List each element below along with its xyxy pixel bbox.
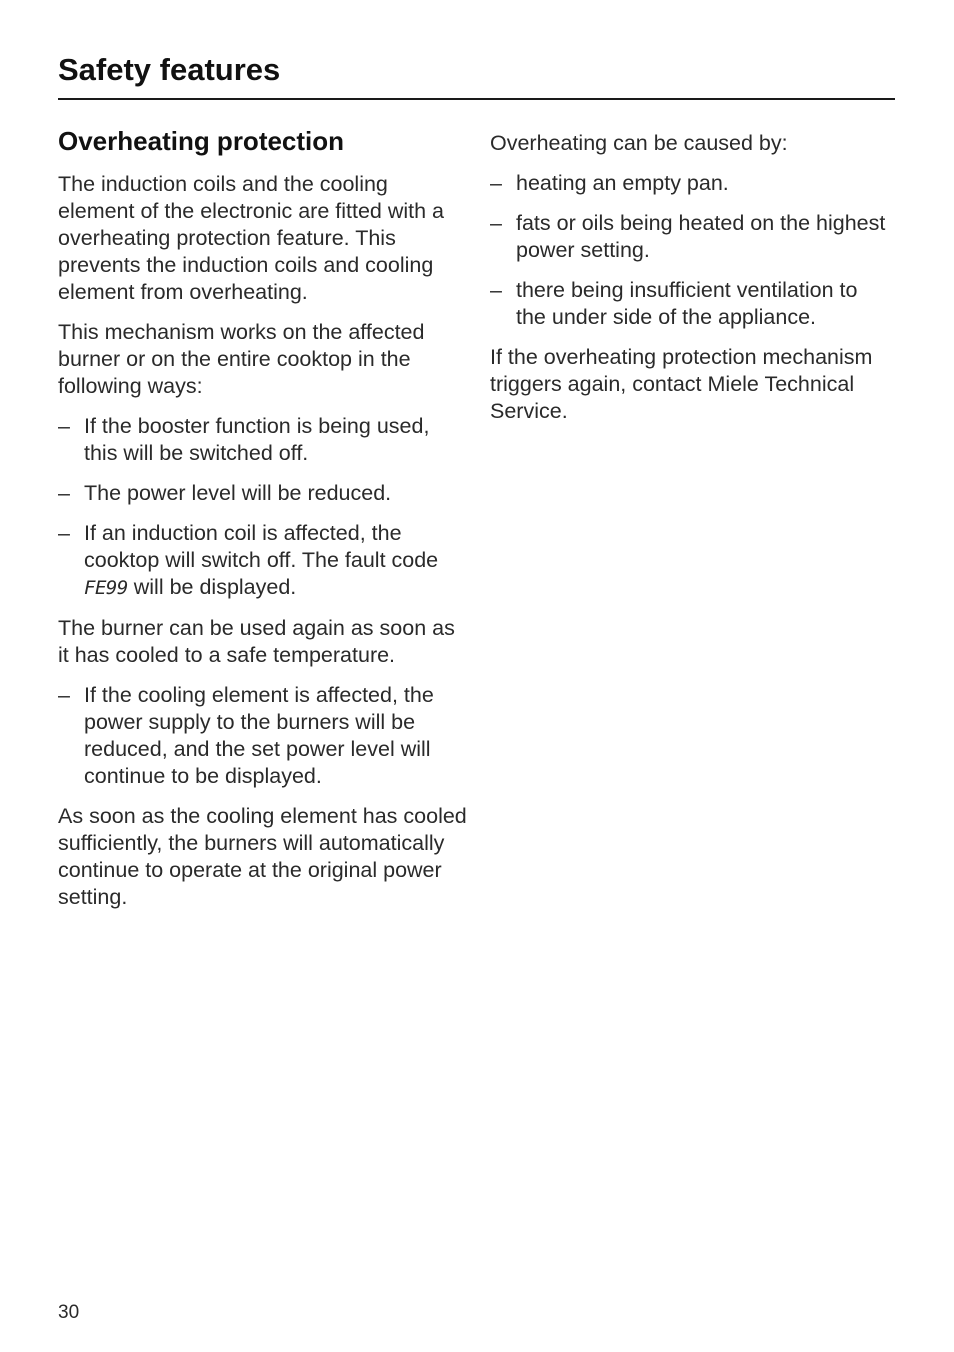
list-item-text: fats or oils being heated on the highest power setting.: [516, 211, 886, 262]
section-heading: Overheating protection: [58, 126, 345, 156]
cooled-paragraph: The burner can be used again as soon as it has cooled to a safe temperature.: [58, 616, 455, 667]
causes-intro: Overheating can be caused by:: [490, 131, 788, 155]
dash-bullet: –: [490, 278, 502, 302]
page-number: 30: [58, 1302, 80, 1323]
list-item-empty-pan: [490, 170, 890, 197]
list-item-power-level: [58, 480, 468, 507]
intro-paragraph: The induction coils and the cooling element of the electronic are fitted with a overheating protection feature. This prevents the induction coils and cooling element from overheating.: [58, 172, 445, 304]
fault-code: FE99: [84, 577, 128, 599]
mechanism-paragraph: This mechanism works on the affected burner or on the entire cooktop in the following ways:: [58, 320, 425, 398]
resume-paragraph: As soon as the cooling element has cooled sufficiently, the burners will automatically continue to operate at the original power setting.: [58, 804, 467, 909]
list-item-cooling-element: [58, 682, 468, 790]
page-title: Safety features: [58, 52, 281, 87]
list-item-text: there being insufficient ventilation to the under side of the appliance.: [516, 278, 858, 329]
dash-bullet: –: [58, 481, 70, 505]
dash-bullet: –: [58, 521, 70, 545]
dash-bullet: –: [490, 211, 502, 235]
list-item-text: heating an empty pan.: [516, 171, 729, 195]
dash-bullet: –: [58, 683, 70, 707]
list-item-text: The power level will be reduced.: [84, 481, 392, 505]
left-column: [58, 124, 468, 924]
title-divider: [58, 98, 895, 100]
dash-bullet: –: [490, 171, 502, 195]
list-item-text-after: will be displayed.: [127, 575, 297, 599]
list-item-ventilation: [490, 277, 890, 331]
service-paragraph: If the overheating protection mechanism triggers again, contact Miele Technical Service.: [490, 345, 873, 423]
list-item-text: If the cooling element is affected, the power supply to the burners will be reduced, and the set power level will continue to be displayed.: [84, 683, 434, 788]
list-item-text-before: If an induction coil is affected, the cooktop will switch off. The fault code: [84, 521, 439, 572]
list-item-text: If the booster function is being used, this will be switched off.: [84, 414, 430, 465]
list-item-booster: [58, 413, 468, 467]
right-column: [490, 130, 890, 438]
dash-bullet: –: [58, 414, 70, 438]
list-item-induction-coil: [58, 520, 468, 602]
list-item-fats-oils: [490, 210, 890, 264]
